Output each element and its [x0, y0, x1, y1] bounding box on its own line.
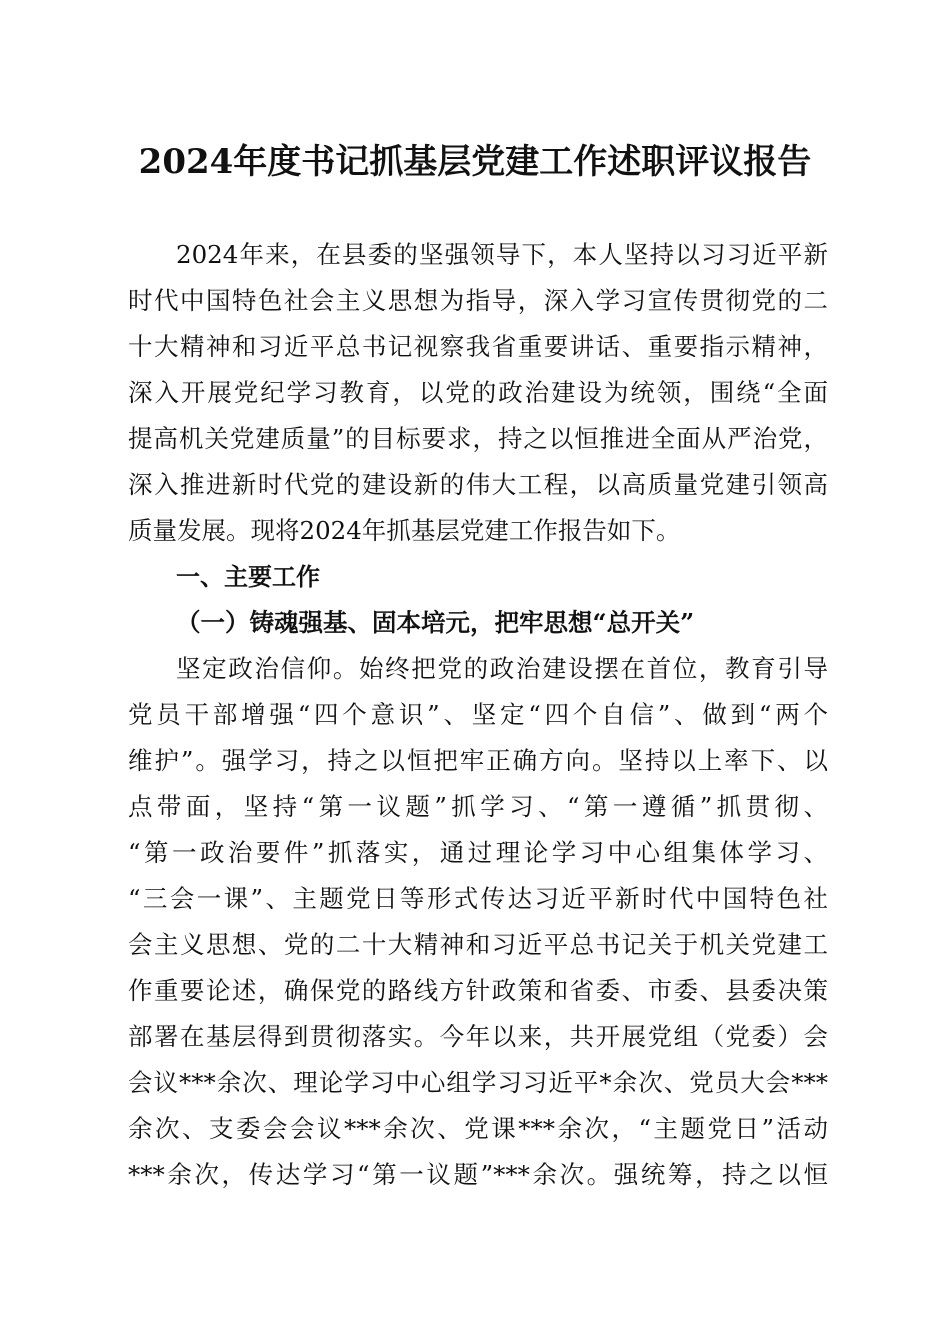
text-line: “第一政治要件”抓落实，通过理论学习中心组集体学习、	[128, 838, 828, 867]
text-line: 十大精神和习近平总书记视察我省重要讲话、重要指示精神，	[128, 332, 828, 361]
document-body	[128, 232, 828, 1198]
text-line: 提高机关党建质量”的目标要求，持之以恒推进全面从严治党，	[128, 424, 828, 453]
text-line: ***余次，传达学习“第一议题”***余次。强统筹，持之以恒	[128, 1160, 828, 1189]
text-line: 余次、支委会会议***余次、党课***余次，“主题党日”活动	[128, 1114, 828, 1143]
text-line: 会主义思想、党的二十大精神和习近平总书记关于机关党建工	[128, 930, 828, 959]
text-line: （一）铸魂强基、固本培元，把牢思想“总开关”	[176, 608, 695, 637]
text-line: 质量发展。现将2024年抓基层党建工作报告如下。	[128, 516, 681, 545]
document-title: 2024年度书记抓基层党建工作述职评议报告	[138, 142, 812, 182]
text-line: “三会一课”、主题党日等形式传达习近平新时代中国特色社	[128, 884, 828, 913]
text-line: 时代中国特色社会主义思想为指导，深入学习宣传贯彻党的二	[128, 286, 828, 315]
text-line: 坚定政治信仰。始终把党的政治建设摆在首位，教育引导	[176, 654, 828, 683]
text-line: 点带面，坚持“第一议题”抓学习、“第一遵循”抓贯彻、	[128, 792, 828, 821]
text-line: 维护”。强学习，持之以恒把牢正确方向。坚持以上率下、以	[128, 746, 828, 775]
text-line: 深入推进新时代党的建设新的伟大工程，以高质量党建引领高	[128, 470, 828, 499]
text-line: 深入开展党纪学习教育，以党的政治建设为统领，围绕“全面	[128, 378, 828, 407]
text-line: 2024年来，在县委的坚强领导下，本人坚持以习习近平新	[176, 240, 828, 269]
text-line: 作重要论述，确保党的路线方针政策和省委、市委、县委决策	[128, 976, 828, 1005]
text-line: 会议***余次、理论学习中心组学习习近平*余次、党员大会***	[128, 1068, 828, 1097]
text-line: 党员干部增强“四个意识”、坚定“四个自信”、做到“两个	[128, 700, 828, 729]
text-line: 部署在基层得到贯彻落实。今年以来，共开展党组（党委）会	[128, 1022, 828, 1051]
text-line: 一、主要工作	[176, 563, 320, 591]
